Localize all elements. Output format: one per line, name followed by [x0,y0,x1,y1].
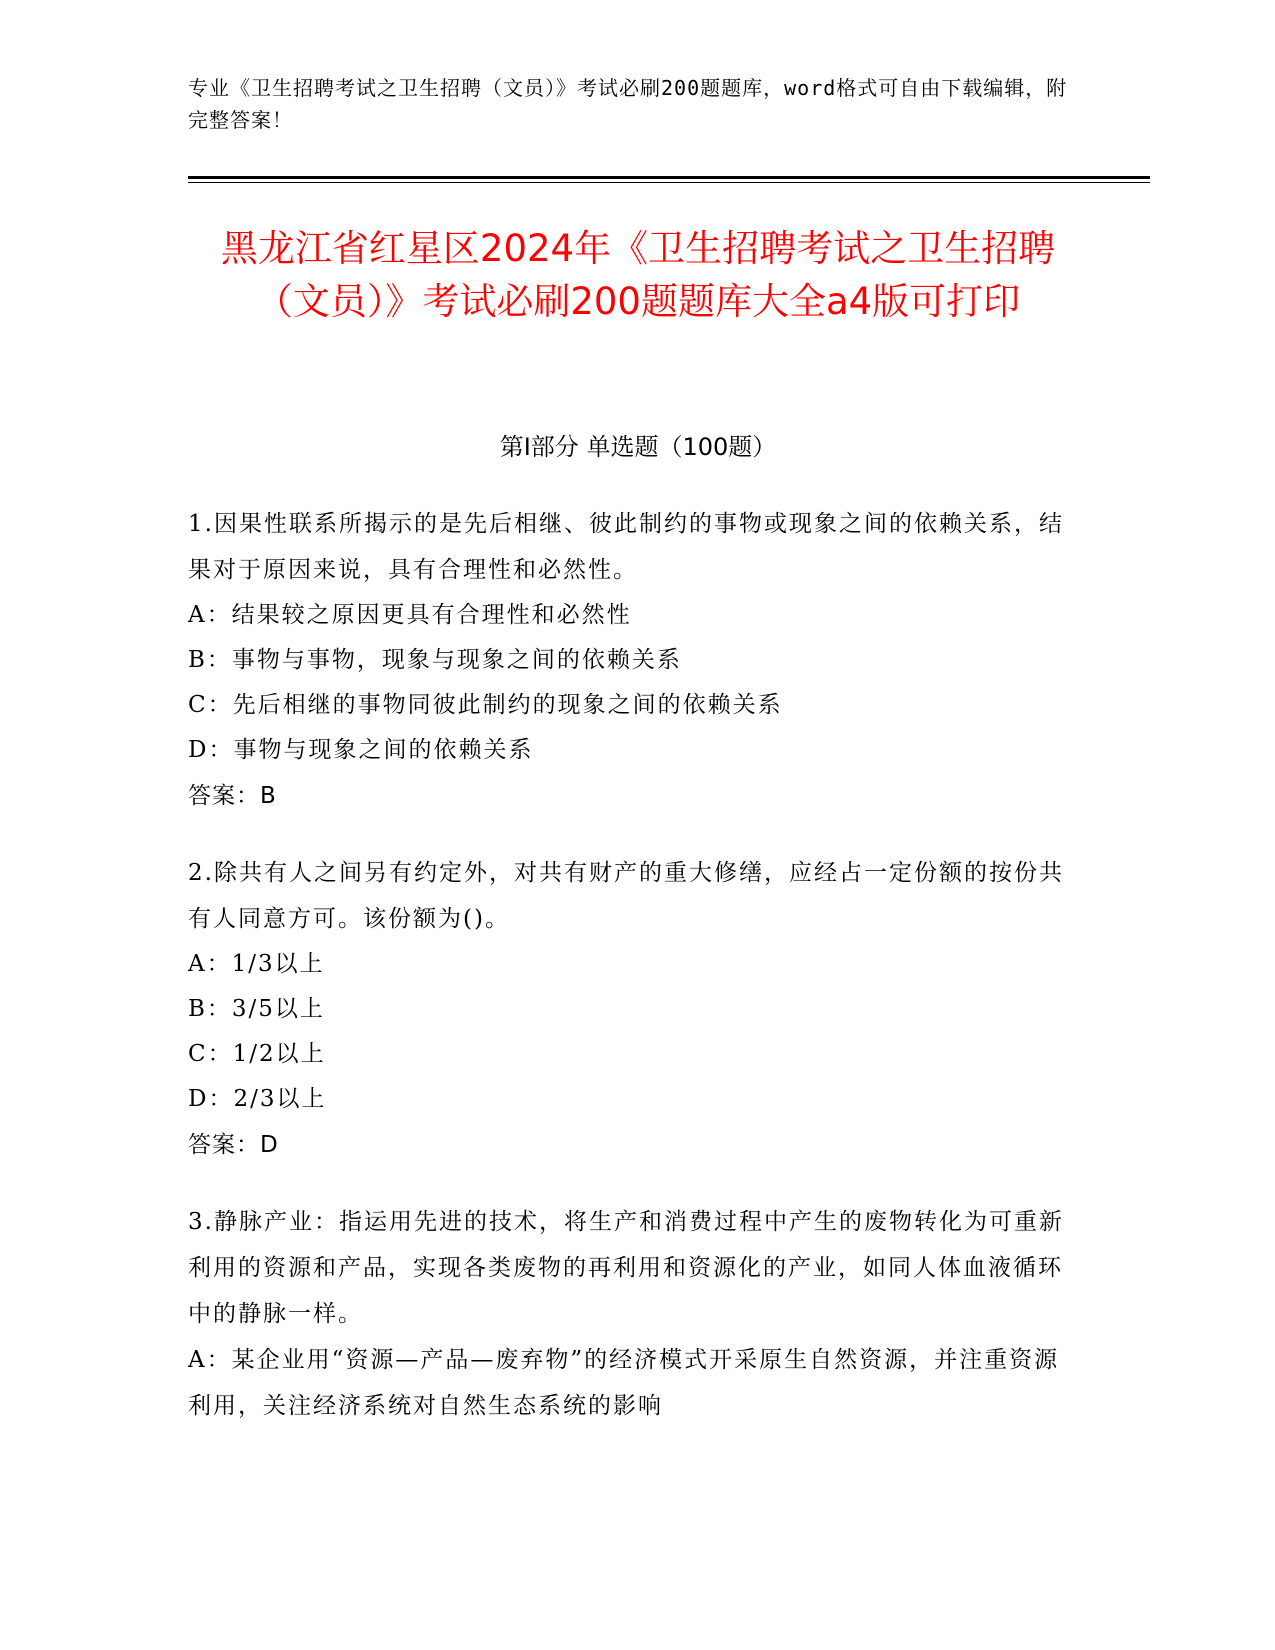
question-3-stem: 3.静脉产业：指运用先进的技术，将生产和消费过程中产生的废物转化为可重新利用的资源和产品，实现各类废物的再利用和资源化的产业，如同人体血液循环中的静脉一样。 [188,1209,1064,1327]
question-1-option-b: B：事物与事物，现象与现象之间的依赖关系 [188,647,682,673]
header-note: 专业《卫生招聘考试之卫生招聘（文员）》考试必刷200题题库，word格式可自由下载编辑，附完整答案！ [188,76,1068,132]
section-title: 第Ⅰ部分 单选题（100题） [499,433,777,461]
question-2-answer [188,1122,1068,1168]
question-2-option-c: C：1/2以上 [188,1041,326,1067]
question-1-option-c: C：先后相继的事物同彼此制约的现象之间的依赖关系 [188,692,783,718]
question-2-option-b: B：3/5以上 [188,996,325,1022]
document-title: 黑龙江省红星区2024年《卫生招聘考试之卫生招聘（文员）》考试必刷200题题库大全a4版可打印 [220,227,1056,323]
question-1 [188,501,1068,819]
question-1-answer-value: B [260,783,277,809]
answer-label: 答案： [188,783,260,809]
question-2-option-d: D：2/3以上 [188,1086,327,1112]
question-1-option-d: D：事物与现象之间的依赖关系 [188,737,534,763]
answer-label: 答案： [188,1132,260,1158]
question-2-answer-value: D [260,1132,279,1158]
question-2-stem: 2.除共有人之间另有约定外，对共有财产的重大修缮，应经占一定份额的按份共有人同意方可。该份额为()。 [188,860,1064,932]
question-1-option-a: A：结果较之原因更具有合理性和必然性 [188,602,632,628]
header-rule-thick [188,176,1150,179]
question-1-stem: 1.因果性联系所揭示的是先后相继、彼此制约的事物或现象之间的依赖关系，结果对于原因来说，具有合理性和必然性。 [188,511,1064,583]
question-2-option-a: A：1/3以上 [188,951,325,977]
question-3-option-a: A：某企业用“资源—产品—废弃物”的经济模式开采原生自然资源，并注重资源利用，关注经济系统对自然生态系统的影响 [188,1347,1060,1419]
question-2 [188,850,1068,1168]
header-rule-thin [188,182,1150,183]
question-1-answer [188,773,1068,819]
question-3 [188,1199,1068,1429]
